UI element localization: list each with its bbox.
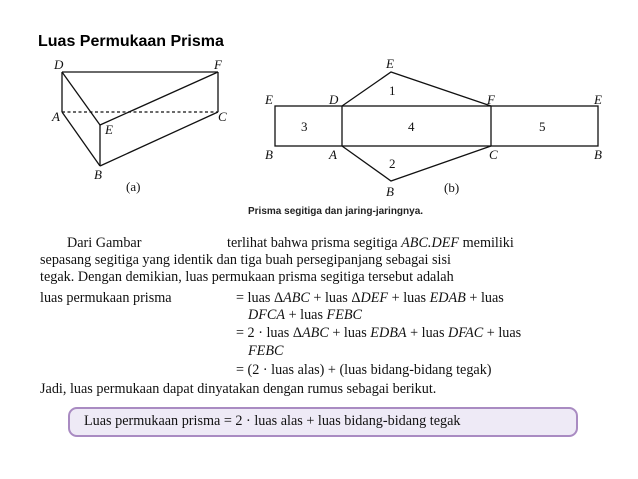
equation-line-3: [236, 325, 521, 342]
label-a-F: F: [214, 57, 222, 72]
paragraph-line-1b: [227, 235, 514, 252]
conclusion-text: Jadi, luas permukaan dapat dinyatakan dengan rumus sebagai berikut.: [40, 381, 437, 397]
eq2-febc: FEBC: [326, 307, 363, 323]
eq4-febc: FEBC: [248, 343, 284, 359]
paragraph-text: terlihat bahwa prisma segitiga: [227, 235, 402, 251]
equation-line-5: = (2 · luas alas) + (luas bidang-bidang tegak): [236, 362, 492, 378]
equation-lhs: luas permukaan prisma: [40, 290, 172, 306]
eq1-part: = luas Δ: [236, 290, 284, 306]
figure-a-prism: [62, 72, 218, 166]
label-a-C: C: [218, 109, 227, 124]
eq1-abc: ABC: [283, 290, 310, 306]
paragraph-start: Dari Gambar: [67, 235, 142, 251]
label-b-E-top: E: [386, 56, 394, 71]
label-a-B: B: [94, 167, 102, 182]
formula-text: Luas permukaan prisma = 2 · luas alas + luas bidang-bidang tegak: [84, 413, 461, 429]
label-b-B-right: B: [594, 147, 602, 162]
eq1-edab: EDAB: [429, 290, 466, 306]
paragraph-line-2: sepasang segitiga yang identik dan tiga buah persegipanjang sebagai sisi: [40, 252, 451, 268]
region-5: 5: [539, 119, 546, 134]
equation-line-4: [248, 343, 283, 360]
region-1: 1: [389, 83, 396, 98]
label-b-B-left: B: [265, 147, 273, 162]
region-4: 4: [408, 119, 415, 134]
eq1-def: DEF: [360, 290, 389, 306]
figure-caption: Prisma segitiga dan jaring-jaringnya.: [248, 206, 424, 217]
region-3: 3: [301, 119, 308, 134]
eq3-part: = 2 · luas Δ: [236, 325, 302, 341]
figure-b-net: [275, 72, 598, 181]
label-b-D: D: [329, 92, 339, 107]
page-title: Luas Permukaan Prisma: [38, 33, 224, 50]
figure-b-tag: (b): [444, 180, 460, 195]
eq1-part: + luas: [388, 290, 430, 306]
label-b-C: C: [489, 147, 498, 162]
equation-line-1: [236, 290, 504, 307]
label-a-D: D: [54, 57, 64, 72]
eq3-edba: EDBA: [370, 325, 407, 341]
region-2: 2: [389, 156, 396, 171]
eq1-part: + luas Δ: [309, 290, 361, 306]
label-b-B-bottom: B: [386, 184, 394, 199]
eq3-part: + luas: [406, 325, 449, 341]
label-b-A: A: [329, 147, 337, 162]
equation-line-2: [248, 307, 362, 324]
label-a-A: A: [52, 109, 60, 124]
paragraph-line-1: [67, 235, 141, 252]
paragraph-line-3: tegak. Dengan demikian, luas permukaan prisma segitiga tersebut adalah: [40, 269, 454, 285]
figure-a-tag: (a): [126, 179, 141, 194]
eq3-part: + luas: [328, 325, 371, 341]
label-b-F: F: [487, 92, 495, 107]
eq1-part: + luas: [465, 290, 504, 306]
label-b-E-left: E: [265, 92, 273, 107]
eq3-dfac: DFAC: [448, 325, 484, 341]
eq2-dfca: DFCA: [248, 307, 286, 323]
eq3-part: + luas: [483, 325, 522, 341]
label-b-E-right: E: [594, 92, 602, 107]
eq3-abc: ABC: [301, 325, 329, 341]
paragraph-tail: memiliki: [459, 235, 514, 251]
eq2-part: + luas: [285, 307, 327, 323]
label-a-E: E: [105, 122, 113, 137]
prism-name: ABC.DEF: [401, 235, 460, 251]
